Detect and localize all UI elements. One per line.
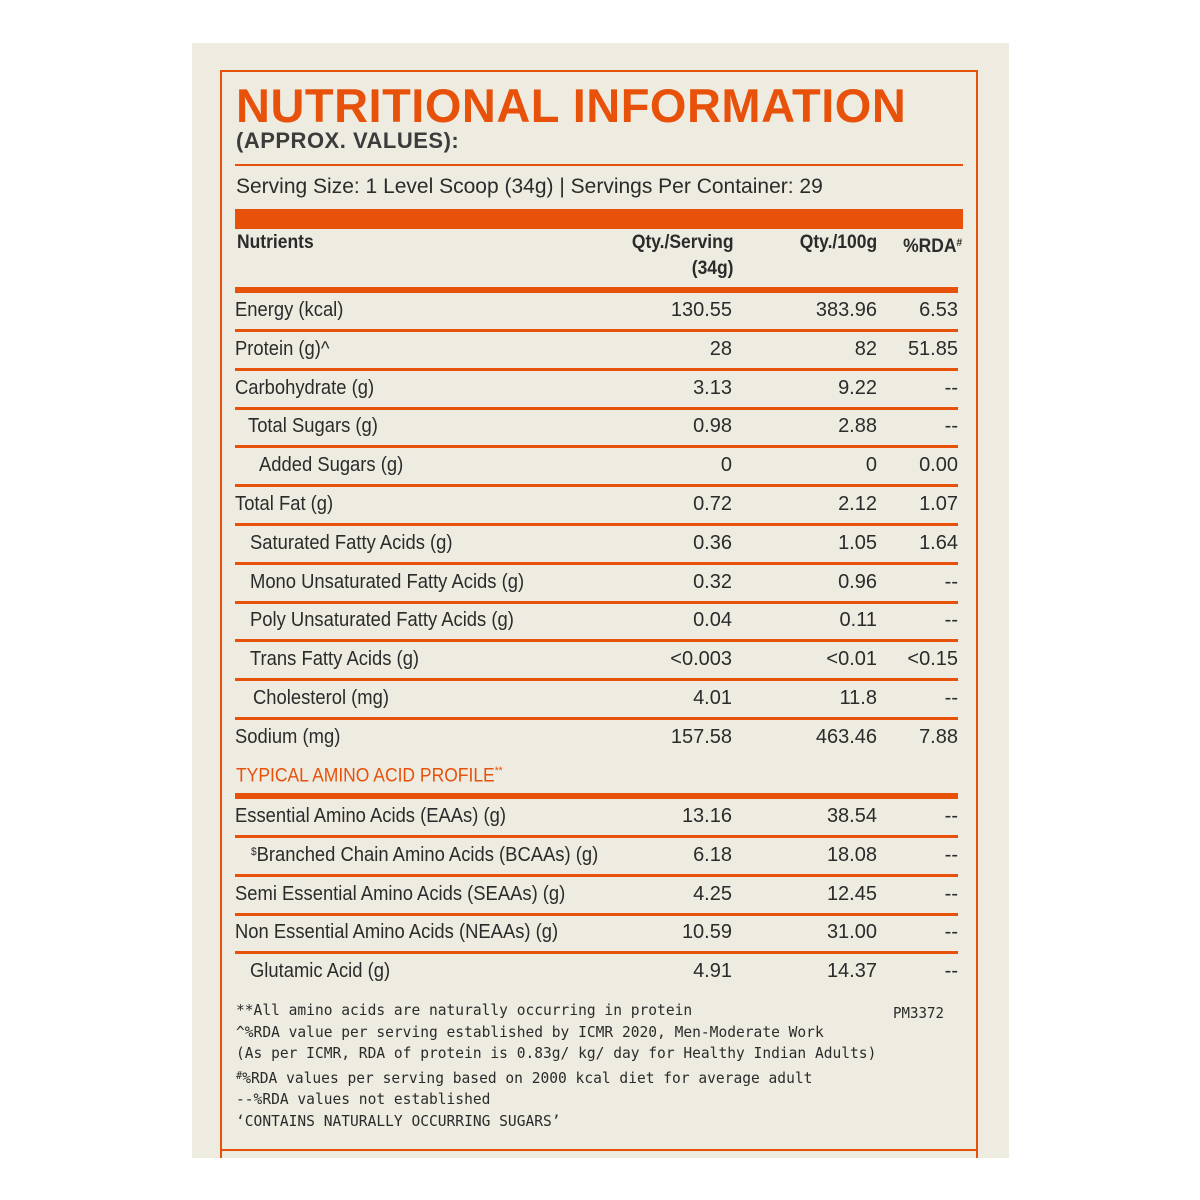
footnote-2: ^%RDA value per serving established by ICMR 2020, Men-Moderate Work	[236, 1022, 824, 1041]
row-rda: --	[944, 609, 958, 632]
row-qty-per-serving: 6.18	[693, 843, 732, 866]
header-bar	[235, 209, 963, 229]
row-rda: --	[944, 882, 958, 905]
table-row	[235, 293, 958, 332]
row-rda: 1.64	[919, 531, 958, 554]
row-qty-per-100g: 12.45	[826, 882, 877, 905]
row-nutrient-name: Sodium (mg)	[235, 725, 341, 748]
table-row	[235, 838, 958, 877]
row-nutrient-name: Cholesterol (mg)	[253, 687, 390, 709]
row-qty-per-serving: 4.25	[693, 882, 732, 905]
row-qty-per-100g: 1.05	[838, 531, 877, 554]
footnote-1: **All amino acids are naturally occurring in protein	[236, 1001, 693, 1019]
row-qty-per-serving: 3.13	[693, 376, 732, 399]
table-row	[235, 487, 958, 526]
row-rda: --	[944, 805, 958, 827]
header-per-serving: Qty./Serving (34g)	[632, 232, 734, 279]
row-nutrient-name: $Branched Chain Amino Acids (BCAAs) (g)	[251, 843, 599, 866]
row-qty-per-serving: 0.98	[693, 415, 732, 438]
amino-section-heading: TYPICAL AMINO ACID PROFILE**	[236, 765, 503, 787]
row-qty-per-serving: 0.72	[693, 493, 732, 515]
row-qty-per-serving: <0.003	[670, 648, 732, 671]
row-qty-per-serving: 10.59	[681, 921, 732, 944]
row-qty-per-100g: 383.96	[815, 299, 877, 321]
table-row	[235, 877, 958, 916]
footnotes	[236, 1000, 917, 1132]
row-nutrient-name: Non Essential Amino Acids (NEAAs) (g)	[235, 921, 559, 944]
header-per-100g: Qty./100g	[799, 232, 877, 253]
row-qty-per-100g: 11.8	[839, 687, 877, 709]
row-qty-per-serving: 0.32	[693, 570, 732, 593]
footnote-5: --%RDA values not established	[236, 1090, 491, 1108]
row-rda: --	[944, 570, 958, 593]
row-nutrient-name: Saturated Fatty Acids (g)	[250, 531, 453, 554]
table-row	[235, 799, 958, 838]
row-rda: --	[944, 843, 958, 866]
table-row	[235, 681, 958, 720]
label-title: NUTRITIONAL INFORMATION	[236, 79, 907, 132]
row-qty-per-serving: 130.55	[670, 299, 732, 321]
row-rda: --	[944, 687, 958, 709]
row-qty-per-100g: 0	[865, 454, 877, 477]
table-row	[235, 915, 958, 954]
row-qty-per-serving: 0.04	[693, 609, 732, 632]
row-rda: 0.00	[919, 454, 958, 477]
table-row	[235, 565, 958, 604]
row-qty-per-100g: 0.96	[838, 570, 877, 593]
row-rda: --	[944, 376, 958, 399]
row-rda: <0.15	[907, 648, 958, 671]
row-qty-per-serving: 4.91	[693, 960, 732, 983]
row-rda: --	[944, 415, 958, 438]
row-nutrient-name: Essential Amino Acids (EAAs) (g)	[235, 805, 506, 827]
row-qty-per-100g: 2.12	[838, 493, 877, 515]
row-qty-per-100g: 82	[854, 337, 877, 360]
row-nutrient-name: Total Sugars (g)	[248, 415, 378, 438]
row-nutrient-name: Added Sugars (g)	[259, 454, 404, 477]
row-nutrient-name: Poly Unsaturated Fatty Acids (g)	[250, 609, 514, 632]
row-rda: --	[944, 921, 958, 944]
row-nutrient-name: Semi Essential Amino Acids (SEAAs) (g)	[235, 882, 566, 905]
row-qty-per-100g: 2.88	[838, 415, 877, 438]
row-nutrient-name: Glutamic Acid (g)	[250, 960, 391, 983]
row-qty-per-serving: 0.36	[693, 531, 732, 554]
row-qty-per-100g: 31.00	[826, 921, 877, 944]
row-qty-per-serving: 4.01	[693, 687, 732, 709]
footnote-3: (As per ICMR, RDA of protein is 0.83g/ kg/ day for Healthy Indian Adults)	[236, 1044, 877, 1062]
row-qty-per-serving: 13.16	[681, 805, 732, 827]
row-nutrient-name: Energy (kcal)	[235, 299, 344, 321]
row-qty-per-100g: 463.46	[815, 725, 877, 748]
table-row	[235, 603, 958, 642]
serving-size-text: Serving Size: 1 Level Scoop (34g) | Servings Per Container: 29	[236, 175, 823, 198]
row-nutrient-name: Total Fat (g)	[235, 493, 334, 515]
table-row	[235, 371, 958, 410]
table-row	[235, 954, 958, 993]
row-qty-per-serving: 28	[709, 337, 732, 360]
product-code: PM3372	[893, 1004, 944, 1022]
row-qty-per-serving: 0	[720, 454, 732, 477]
row-rda: 1.07	[919, 493, 958, 515]
row-rda: --	[944, 960, 958, 983]
table-row	[235, 526, 958, 565]
row-qty-per-100g: 18.08	[826, 843, 877, 866]
row-qty-per-100g: 9.22	[838, 376, 877, 399]
row-qty-per-100g: 0.11	[839, 609, 877, 632]
row-rda: 51.85	[907, 337, 958, 360]
table-row	[235, 448, 958, 487]
row-rda: 6.53	[919, 299, 958, 321]
divider	[235, 164, 963, 166]
table-row	[235, 409, 958, 448]
row-qty-per-100g: 14.37	[826, 960, 877, 983]
table-row	[235, 332, 958, 371]
table-row	[235, 720, 958, 759]
header-nutrients: Nutrients	[237, 232, 314, 253]
row-nutrient-name: Trans Fatty Acids (g)	[250, 648, 420, 671]
row-qty-per-100g: 38.54	[826, 805, 877, 827]
label-subtitle: (APPROX. VALUES):	[236, 128, 460, 153]
row-nutrient-name: Mono Unsaturated Fatty Acids (g)	[250, 570, 525, 593]
footnote-6: ‘CONTAINS NATURALLY OCCURRING SUGARS’	[236, 1111, 561, 1130]
table-row	[235, 642, 958, 681]
row-nutrient-name: Carbohydrate (g)	[235, 376, 375, 399]
row-qty-per-100g: <0.01	[826, 648, 877, 671]
footnote-4: #%RDA values per serving based on 2000 kcal diet for average adult	[236, 1068, 813, 1087]
row-nutrient-name: Protein (g)^	[235, 337, 330, 360]
header-rda: %RDA#	[902, 236, 962, 257]
row-qty-per-serving: 157.58	[670, 725, 732, 748]
row-rda: 7.88	[919, 725, 958, 748]
